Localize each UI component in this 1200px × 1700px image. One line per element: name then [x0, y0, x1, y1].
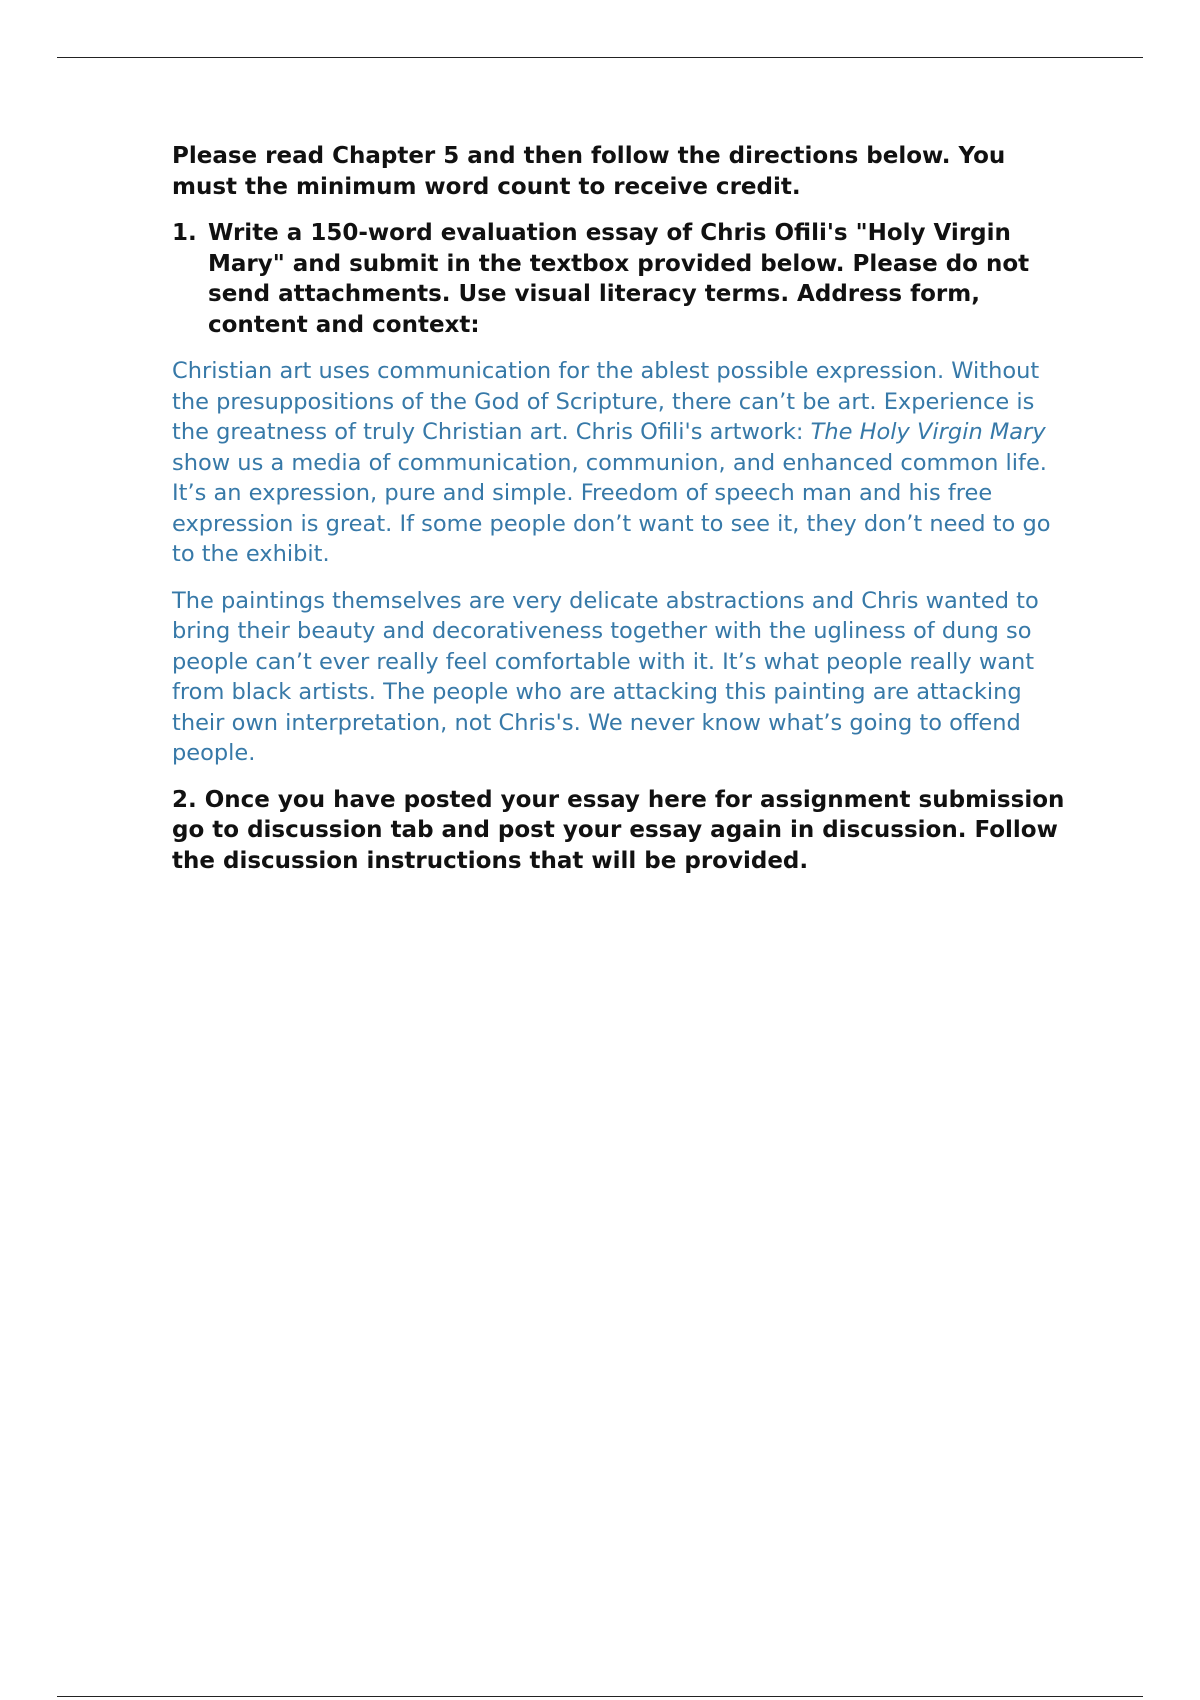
header-rule: [57, 57, 1143, 58]
question-1-number: 1.: [172, 220, 197, 246]
document-body: [172, 141, 1072, 876]
footer-rule: [57, 1696, 1143, 1697]
answer-p1-end: show us a media of communication, communion, and enhanced common life. It’s an expression, pure and simple. Freedom of speech man and his free expression is great. If some people don’t want to see it, they don’t need to go to the exhibit.: [172, 449, 1051, 567]
question-1: [172, 218, 1072, 340]
artwork-title: The Holy Virgin Mary: [810, 419, 1046, 445]
question-1-text: Write a 150-word evaluation essay of Chris Ofili's "Holy Virgin Mary" and submit in the textbox provided below. Please do not send attachments. Use visual literacy terms. Address form, content and context:: [208, 220, 1030, 338]
question-2: 2. Once you have posted your essay here for assignment submission go to discussion tab and post your essay again in discussion. Follow the discussion instructions that will be provided.: [172, 786, 1065, 874]
intro-instructions: Please read Chapter 5 and then follow the directions below. You must the minimum word count to receive credit.: [172, 143, 1006, 200]
answer-paragraph-2: The paintings themselves are very delicate abstractions and Chris wanted to bring their beauty and decorativeness together with the ugliness of dung so people can’t ever really feel comfortable with it. It’s what people really want from black artists. The people who are attacking this painting are attacking their own interpretation, not Chris's. We never know what’s going to offend people.: [172, 587, 1039, 766]
answer-p1-start: Christian art uses communication for the ablest possible expression. Without the presuppositions of the God of Scripture, there can’t be art. Experience is the greatness of truly Christian art. Chris Ofili's artwork:: [172, 358, 1040, 445]
answer-paragraph-1: [172, 356, 1072, 570]
